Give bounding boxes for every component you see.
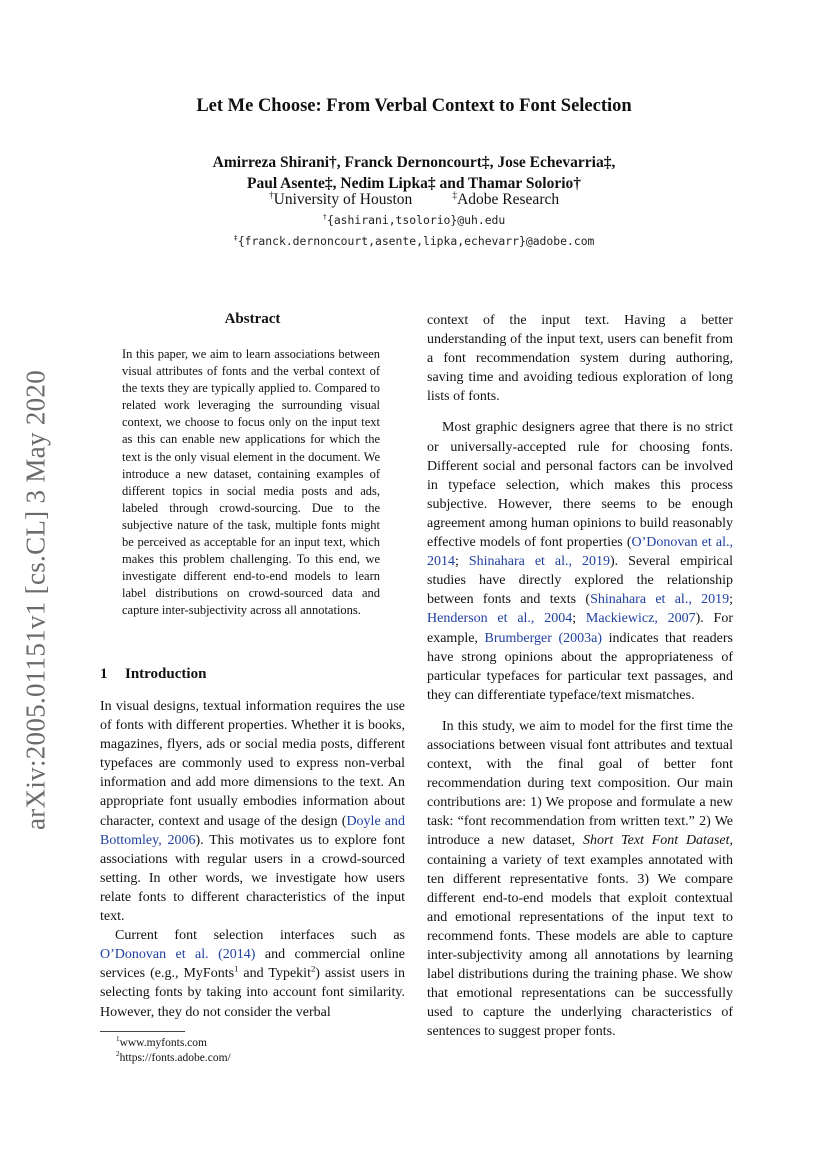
text-run: ). For example, xyxy=(427,611,734,646)
citation-link[interactable]: Henderson et al., 2004 xyxy=(427,611,573,627)
section-title: Introduction xyxy=(125,666,207,682)
text-run: indicates that readers have strong opinions about the appropriateness of particular typefaces for particular text passages, and they can differentiate typeface/text mismatches. xyxy=(427,630,733,703)
email-mark: ‡ xyxy=(233,233,238,243)
footnote-mark: 1 xyxy=(116,1035,120,1044)
affiliation-adobe: Adobe Research xyxy=(457,191,560,208)
text-run: ; xyxy=(455,554,469,570)
authors-line-2: Paul Asente‡, Nedim Lipka‡ and Thamar Solorio† xyxy=(246,175,582,192)
affiliation-mark: ‡ xyxy=(452,189,458,201)
section-heading-introduction xyxy=(100,666,206,683)
arxiv-id-text: arXiv:2005.01151v1 [cs.CL] 3 May 2020 xyxy=(20,369,51,831)
affiliation-houston: University of Houston xyxy=(273,191,413,208)
email-adobe-text: {franck.dernoncourt,asente,lipka,echevarr}@adobe.com xyxy=(237,234,595,248)
citation-link[interactable]: Doyle and Bottomley, 2006 xyxy=(100,813,405,848)
footnote-mark: 2 xyxy=(116,1049,120,1058)
citation-link[interactable]: O’Donovan et al., 2014 xyxy=(427,535,733,570)
intro-paragraph-1 xyxy=(100,697,405,926)
footnote-text[interactable]: https://fonts.adobe.com/ xyxy=(119,1051,231,1064)
author-list xyxy=(0,152,828,194)
text-run: Most graphic designers agree that there is no strict or universally-accepted rule for choosing fonts. Different social and personal factors can be involved in typeface selection, which makes this process subjective. However, there seems to be enough agreement among human opinions to build reasonably effective models of font properties ( xyxy=(427,420,733,551)
section-number: 1 xyxy=(100,666,108,682)
citation-link[interactable]: Mackiewicz, 2007 xyxy=(585,611,696,627)
paper-title: Let Me Choose: From Verbal Context to Font Selection xyxy=(196,96,632,116)
citation-link[interactable]: O’Donovan et al. (2014) xyxy=(100,947,256,963)
authors-line-1: Amirreza Shirani†, Franck Dernoncourt‡, Jose Echevarria‡, xyxy=(212,154,616,171)
email-mark: † xyxy=(322,212,327,222)
left-column-body xyxy=(100,697,405,1022)
citation-link[interactable]: Shinahara et al., 2019 xyxy=(590,592,730,608)
text-run: and commercial online services (e.g., MyFonts xyxy=(100,947,405,982)
text-run: ). This motivates us to explore font associations with regular users in a crowd-sourced setting. In other words, we investigate how users relate fonts to different characteristics of the input text. xyxy=(100,832,406,925)
text-run: In this study, we aim to model for the first time the associations between visual font attributes and textual context, with the final goal of better font recommendation during text composition. Our main contributions are: 1) We propose and formulate a new task: “font recommendation from written text.” 2) We introduce a new dataset, xyxy=(427,718,733,849)
abstract-body: In this paper, we aim to learn associations between visual attributes of fonts and the verbal context of the texts they are typically applied to. Compared to related work leveraging the surrounding visual context, we choose to focus only on the input text as this can enable new applications for which the text is the only visual element in the document. We introduce a new dataset, containing examples of different topics in social media posts and ads, labeled through crowd-sourcing. Due to the subjective nature of the task, multiple fonts might be perceived as acceptable for an input text, which makes this problem challenging. To this end, we investigate different end-to-end models to learn label distributions on crowd-sourced data and capture inter-subjectivity across all annotations. xyxy=(122,347,380,618)
email-houston-text: {ashirani,tsolorio}@uh.edu xyxy=(326,213,506,227)
footnote-item xyxy=(100,1036,405,1051)
right-column-body xyxy=(427,311,733,1053)
abstract-heading: Abstract xyxy=(224,311,281,327)
footnote-text[interactable]: www.myfonts.com xyxy=(119,1037,207,1049)
right-paragraph-1: context of the input text. Having a better understanding of the input text, users can benefit from a font recommendation system during authoring, saving time and avoiding tedious exploration of long lists of fonts. xyxy=(427,313,733,405)
right-paragraph-3 xyxy=(427,717,733,1042)
text-run: and Typekit xyxy=(238,966,311,982)
text-run: In visual designs, textual information requires the use of fonts with different properties. Whether it is books, magazines, flyers, ads or social media posts, different typefaces are commonly used to express non-verbal information and add more dimensions to the text. An appropriate font usually embodies information about character, context and usage of the design ( xyxy=(100,699,405,829)
arxiv-sidebar-stamp xyxy=(14,355,58,845)
right-paragraph-2 xyxy=(427,418,733,704)
citation-link[interactable]: Brumberger (2003a) xyxy=(484,630,603,646)
footnotes xyxy=(100,1036,405,1065)
text-run: Current font selection interfaces such as xyxy=(115,928,405,944)
text-run: ; xyxy=(572,611,586,627)
text-run: , containing a variety of text examples annotated with ten different representative fonts. 3) We compare different end-to-end models that exploit contextual and emotional representations of the input text to recommend fonts. These models are able to capture inter-subjectivity among all annotations by learning label distributions during the training phase. We show that emotional representations can be successfully used to capture the underlying characteristics of sentences to suggest proper fonts. xyxy=(427,833,734,1040)
intro-paragraph-2 xyxy=(100,926,405,1021)
footnote-item xyxy=(100,1051,405,1066)
footnote-ref[interactable]: 1 xyxy=(234,963,239,974)
email-adobe xyxy=(0,234,828,248)
affiliation-mark: † xyxy=(268,189,274,201)
text-run: ) assist users in selecting fonts by taking into account font similarity. However, they do not consider the verbal xyxy=(100,966,405,1020)
email-houston xyxy=(0,213,828,227)
dataset-name: Short Text Font Dataset xyxy=(582,833,730,849)
text-run: ). Several empirical studies have directly explored the relationship between fonts and texts ( xyxy=(427,554,733,608)
citation-link[interactable]: Shinahara et al., 2019 xyxy=(468,554,611,570)
footnote-divider xyxy=(100,1031,185,1032)
text-run: ; xyxy=(729,592,733,608)
footnote-ref[interactable]: 2 xyxy=(310,963,316,974)
affiliations xyxy=(0,191,828,209)
